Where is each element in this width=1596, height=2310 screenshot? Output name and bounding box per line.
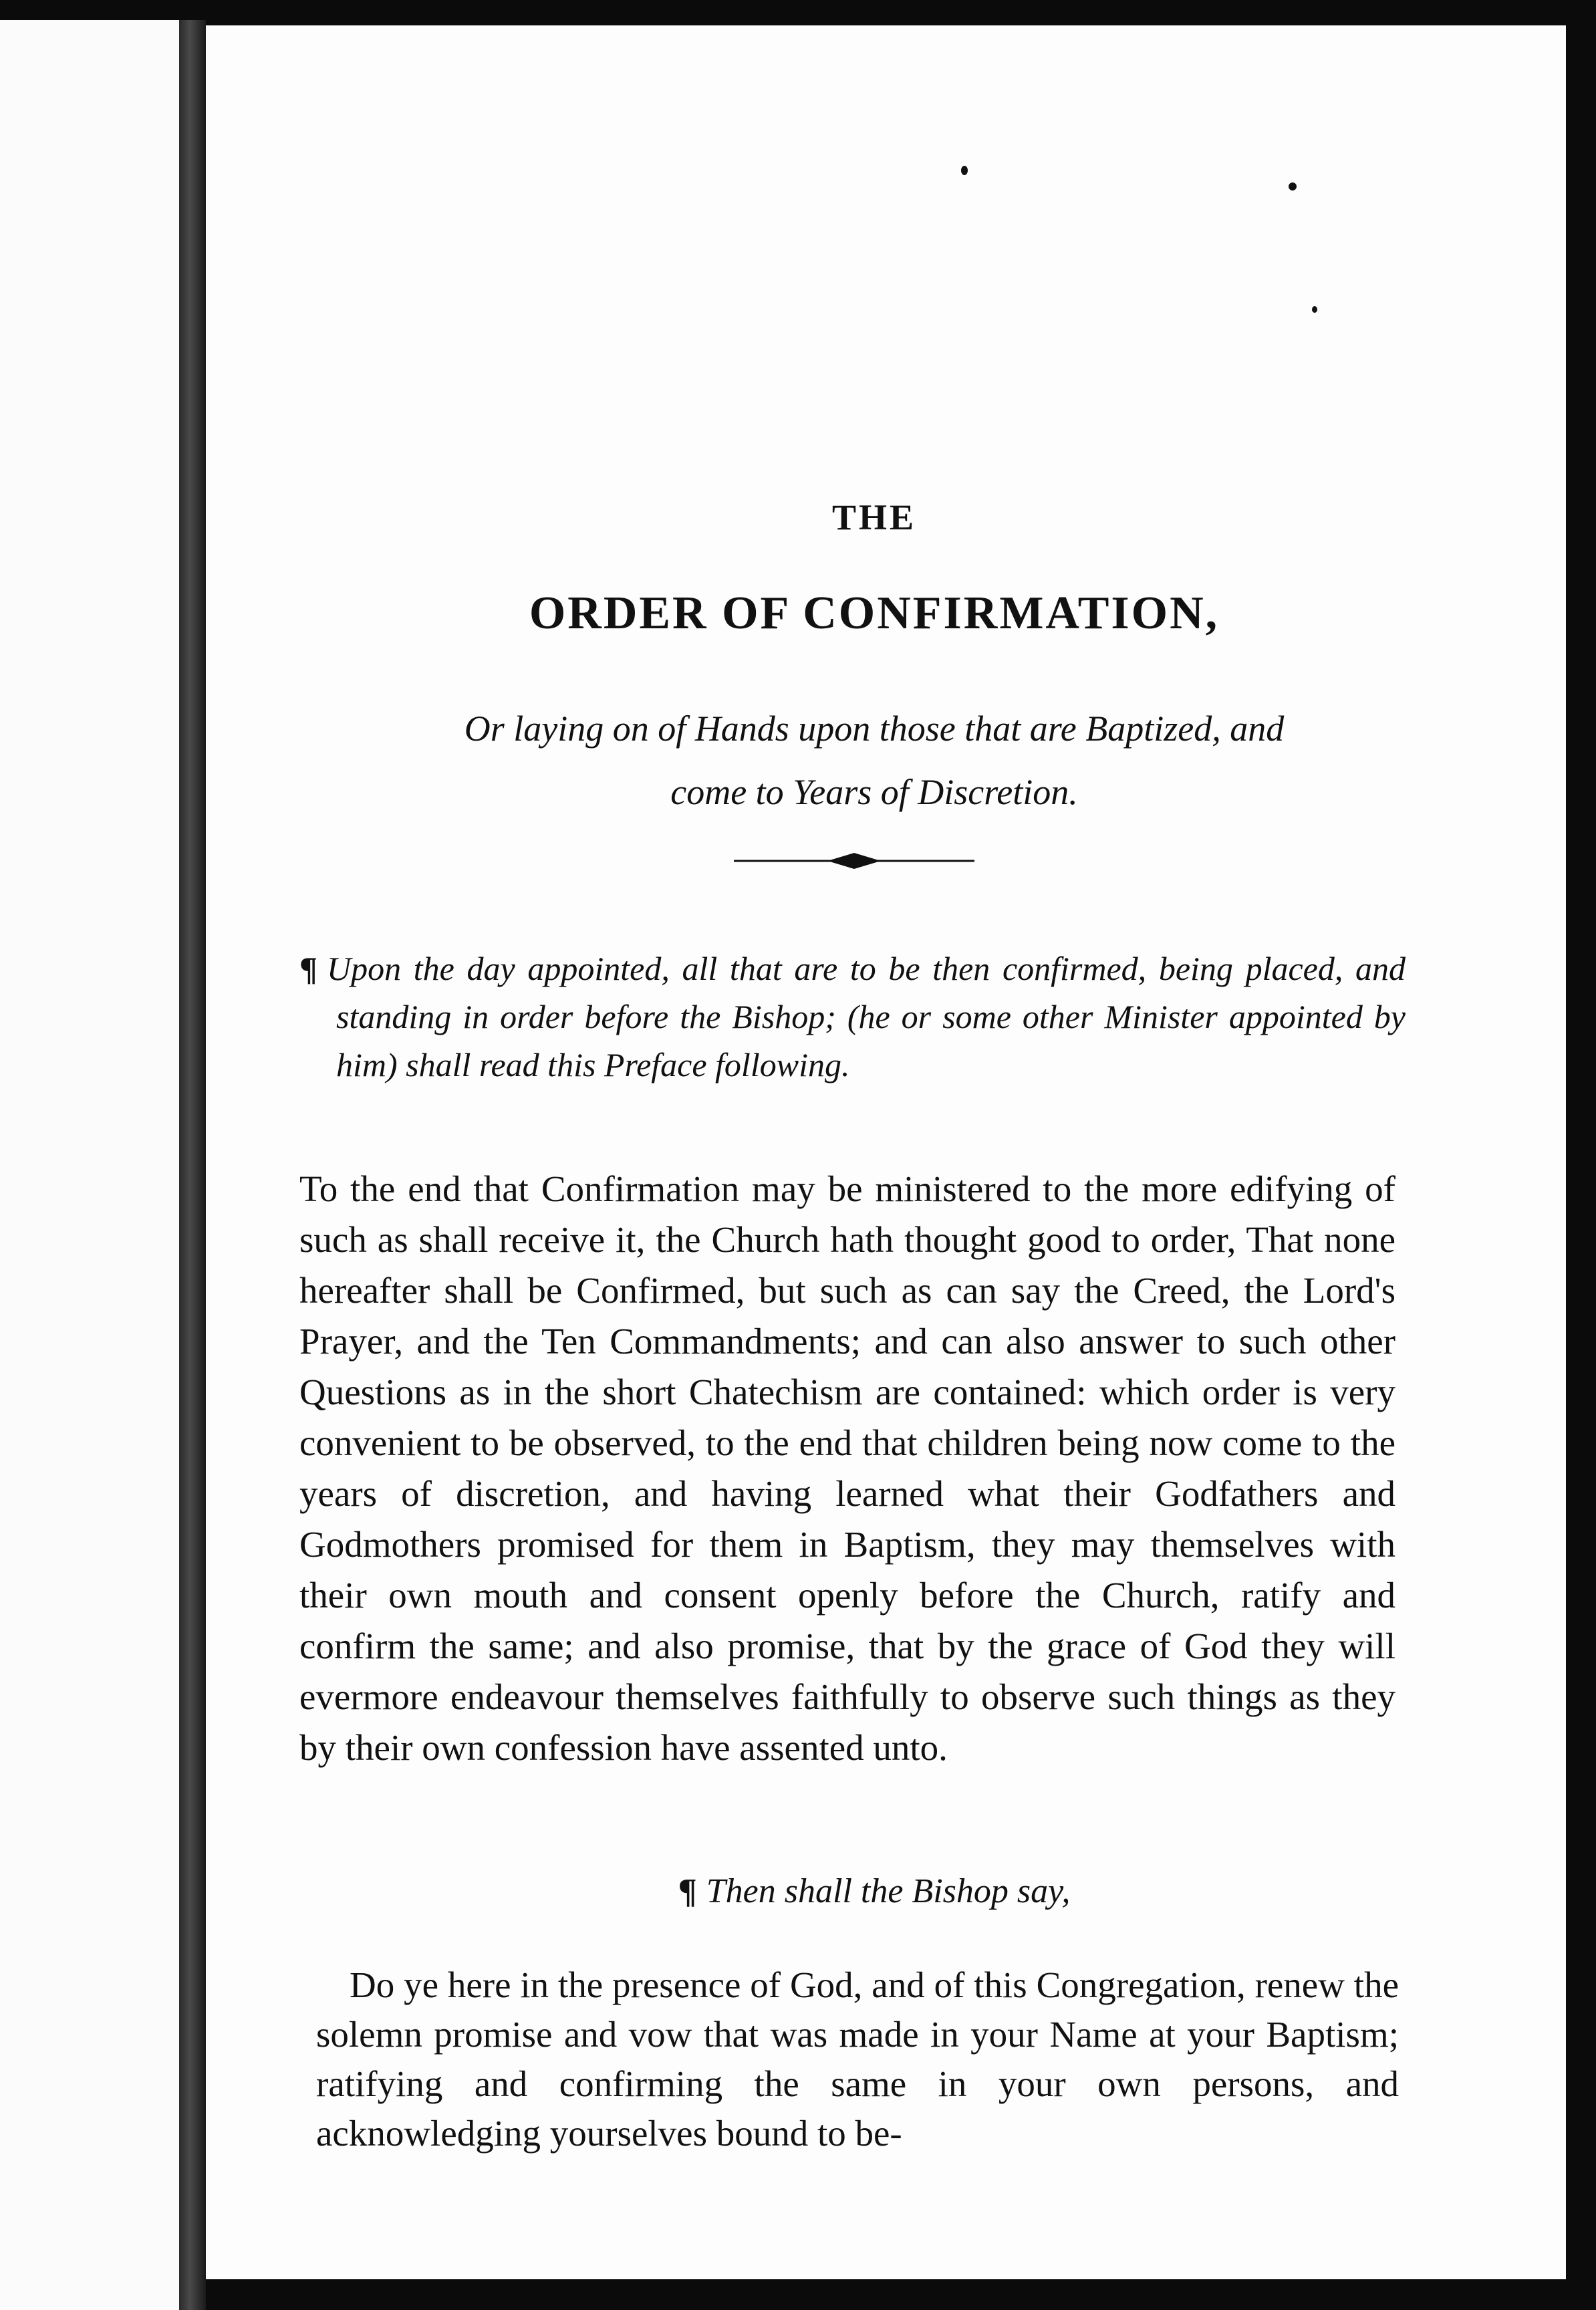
pilcrow-mark: ¶ — [678, 1872, 697, 1910]
bishop-question-paragraph: Do ye here in the presence of God, and of this Congregation, renew the solemn promise and vow that was made in your Name at your Baptism; ratifying and confirming the same in your own persons, and acknowledging yourselves bound to be- — [316, 1964, 1399, 2154]
subtitle-line-1: Or laying on of Hands upon those that are Baptized, and — [464, 709, 1285, 749]
ornamental-rule — [734, 848, 974, 874]
book-page — [206, 25, 1566, 2279]
book-spine — [179, 20, 206, 2310]
preface-paragraph: To the end that Confirmation may be ministered to the more edifying of such as shall receive it, the Church hath thought good to order, That none hereafter shall be Confirmed, but such as can say the Creed, the Lord's Prayer, and the Ten Commandments; and can also answer to such other Questions as in the short Chatechism are contained: which order is very convenient to be observed, to the end that children being now come to the years of discretion, and having learned what their Godfathers and Godmothers promised for them in Baptism, they may themselves with their own mouth and consent openly before the Church, ratify and confirm the same; and also promise, that by the grace of God they will evermore endeavour themselves faithfully to observe such things as they by their own confession have assented unto. — [299, 1168, 1395, 1768]
left-page-edge — [0, 20, 179, 2310]
rubric-bishop-text: Then shall the Bishop say, — [706, 1872, 1071, 1910]
rubric-text: Upon the day appointed, all that are to be then confirmed, being placed, and standing in order before the Bishop; (he or some other Minister appointed by him) shall read this Preface following. — [327, 950, 1406, 1083]
page-title: ORDER OF CONFIRMATION, — [529, 588, 1220, 639]
subtitle-line-2: come to Years of Discretion. — [670, 772, 1078, 812]
pilcrow-mark: ¶ — [299, 950, 318, 987]
rubric-instruction — [299, 944, 1406, 1089]
page-subtitle — [299, 697, 1449, 824]
title-article: THE — [831, 497, 917, 537]
page-content — [299, 25, 1449, 2279]
rubric-bishop-says — [299, 1872, 1449, 1911]
